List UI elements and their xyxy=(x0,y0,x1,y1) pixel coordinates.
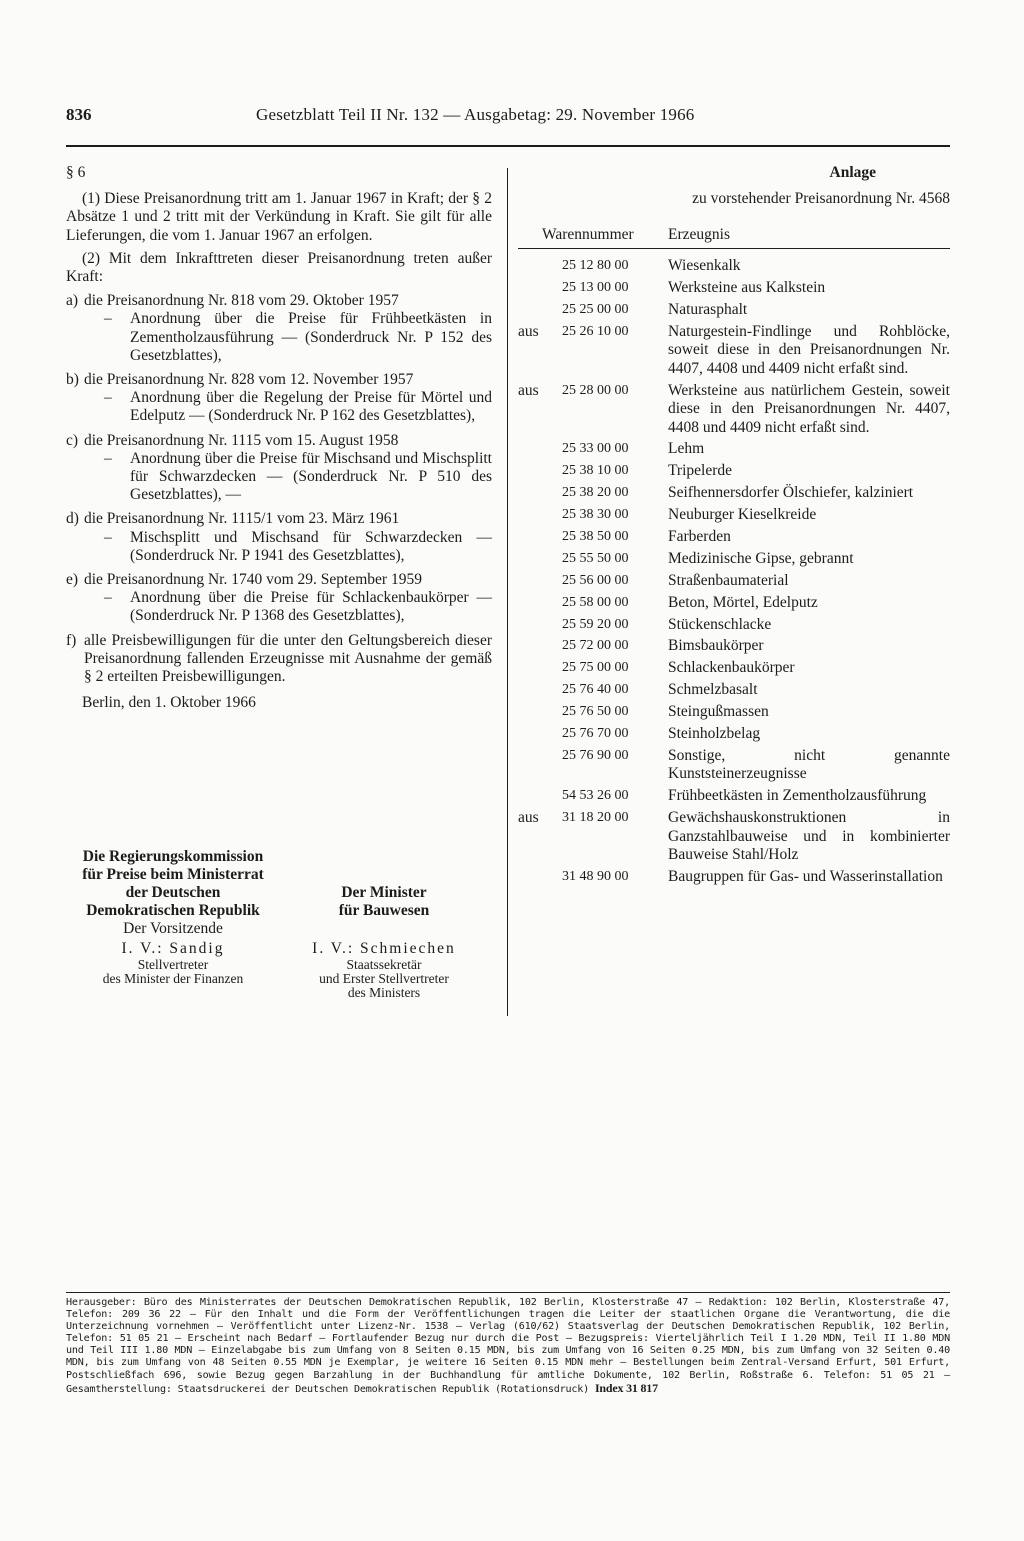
dash: – xyxy=(104,449,112,467)
item-label: a) xyxy=(66,292,79,310)
item-text: die Preisanordnung Nr. 818 vom 29. Oktober 1957 xyxy=(84,292,399,310)
authority-line: Demokratischen Republik xyxy=(86,902,260,919)
signatory-name: I. V.: Sandig xyxy=(121,940,225,957)
goods-number: 25 26 10 00 xyxy=(562,323,629,339)
ex-marker xyxy=(518,279,562,298)
ex-marker xyxy=(518,681,562,700)
product-name: Stückenschlacke xyxy=(668,615,772,633)
table-row xyxy=(518,528,950,547)
item-label: f) xyxy=(66,631,77,649)
place-date: Berlin, den 1. Oktober 1966 xyxy=(82,694,256,712)
ex-marker xyxy=(518,659,562,678)
product-name: Wiesenkalk xyxy=(668,257,741,274)
list-item xyxy=(66,632,492,687)
table-row xyxy=(518,301,950,320)
sub-item-text: Mischsplitt und Mischsand für Schwarzdecken — (Sonderdruck Nr. P 1941 des Gesetzblattes), xyxy=(130,528,492,564)
list-item xyxy=(66,510,492,528)
product-name: Medizinische Gipse, gebrannt xyxy=(668,549,854,567)
table-row xyxy=(518,703,950,722)
item-text: die Preisanordnung Nr. 1740 vom 29. September 1959 xyxy=(84,571,422,589)
table-row xyxy=(518,506,950,525)
authority-line: der Deutschen xyxy=(125,884,221,901)
product-name: Beton, Mörtel, Edelputz xyxy=(668,593,818,611)
goods-number: 25 38 30 00 xyxy=(562,507,629,523)
authority-line: Die Regierungskommission xyxy=(82,848,264,865)
left-column xyxy=(66,164,492,712)
table-row xyxy=(518,637,950,656)
list-item xyxy=(66,292,492,310)
index-number: Index 31 817 xyxy=(594,1380,658,1395)
publisher-imprint xyxy=(66,1297,950,1396)
table-row xyxy=(518,616,950,635)
product-name: Baugruppen für Gas- und Wasserinstallation xyxy=(668,868,943,886)
column-divider xyxy=(507,168,508,1016)
ex-marker xyxy=(518,484,562,503)
ex-marker xyxy=(518,747,562,784)
goods-number: 25 76 50 00 xyxy=(562,704,629,720)
authority-line: für Preise beim Ministerrat xyxy=(82,866,264,883)
signatory-name: I. V.: Schmiechen xyxy=(312,940,456,957)
product-name: Sonstige, nicht genannte Kunststeinerzeugnisse xyxy=(668,746,950,783)
goods-number: 25 76 70 00 xyxy=(562,726,629,742)
product-name: Naturasphalt xyxy=(668,300,748,318)
sub-item-text: Anordnung über die Preise für Frühbeetkästen in Zementholzausführung — (Sonderdruck Nr. P 152 des Gesetzblattes), xyxy=(130,310,492,364)
sub-item-text: Anordnung über die Preise für Schlackenbaukörper — (Sonderdruck Nr. P 1368 des Gesetzblattes), xyxy=(130,589,492,625)
goods-number: 25 38 10 00 xyxy=(562,463,629,479)
sub-item xyxy=(104,310,492,365)
authority-line: Der Minister xyxy=(341,884,427,901)
table-row xyxy=(518,257,950,276)
ex-marker xyxy=(518,301,562,320)
table-row xyxy=(518,681,950,700)
paragraph-2: (2) Mit dem Inkrafttreten dieser Preisanordnung treten außer Kraft: xyxy=(66,249,492,286)
ex-marker xyxy=(518,725,562,744)
table-row xyxy=(518,484,950,503)
signatory-title: und Erster Stellvertreter xyxy=(319,971,449,986)
product-name: Frühbeetkästen in Zementholzausführung xyxy=(668,787,927,805)
goods-number: 25 12 80 00 xyxy=(562,258,629,273)
signatory-title: des Minister der Finanzen xyxy=(102,971,244,986)
table-row xyxy=(518,725,950,744)
product-table xyxy=(518,257,950,887)
list-item xyxy=(66,371,492,389)
goods-number: 25 72 00 00 xyxy=(562,638,629,654)
product-name: Schlackenbaukörper xyxy=(668,659,795,677)
table-row xyxy=(518,809,950,865)
anlage-title: Anlage xyxy=(829,164,876,181)
goods-number: 25 59 20 00 xyxy=(562,616,629,632)
item-text: die Preisanordnung Nr. 1115 vom 15. August 1958 xyxy=(84,431,399,449)
table-row xyxy=(518,550,950,569)
paragraph-1: (1) Diese Preisanordnung tritt am 1. Januar 1967 in Kraft; der § 2 Absätze 1 und 2 tritt mit der Verkündung in Kraft. Sie gilt für alle Lieferungen, die vom 1. Januar 1967 an erfolgen. xyxy=(66,190,492,244)
ex-marker xyxy=(518,787,562,806)
list-item xyxy=(66,571,492,589)
table-row xyxy=(518,279,950,298)
product-name: Gewächshauskonstruktionen in Ganzstahlbauweise und in kombinierter Bauweise Stahl/Holz xyxy=(668,809,950,864)
signatory-role: Der Vorsitzende xyxy=(123,920,223,937)
section-heading: § 6 xyxy=(66,164,86,181)
footer-rule xyxy=(66,1292,950,1293)
sub-item xyxy=(104,529,492,565)
goods-number: 25 58 00 00 xyxy=(562,594,629,610)
product-name: Straßenbaumaterial xyxy=(668,571,789,589)
ex-marker: aus xyxy=(518,381,539,399)
column-header-number: Warennummer xyxy=(542,226,634,243)
ex-marker xyxy=(518,257,562,276)
ex-marker xyxy=(518,528,562,547)
ex-marker xyxy=(518,616,562,635)
sub-item xyxy=(104,450,492,505)
goods-number: 25 38 20 00 xyxy=(562,485,629,501)
ex-marker xyxy=(518,572,562,591)
product-name: Steinholzbelag xyxy=(668,725,761,743)
ex-marker xyxy=(518,506,562,525)
imprint-text: Herausgeber: Büro des Ministerrates der Deutschen Demokratischen Republik, 102 Berlin, Klosterstraße 47 – Redaktion: 102 Berlin, Klosterstraße 47, Telefon: 209 36 22 – Für den Inhalt und die Form der Veröffentlichungen tragen die Leiter der staatlichen Organe die Verantwortung, die die Unterzeichnung vornehmen – Veröffentlicht unter Lizenz-Nr. 1538 – Verlag (610/62) Staatsverlag der Deutschen Demokratischen Republik, 102 Berlin, Telefon: 51 05 21 – Erscheint nach Bedarf – Fortlaufender Bezug nur durch die Post – Bezugspreis: Vierteljährlich Teil I 1.20 MDN, Teil II 1.80 MDN und Teil III 1.80 MDN – Einzelabgabe bis zum Umfang von 8 Seiten 0.15 MDN, bis zum Umfang von 16 Seiten 0.25 MDN, bis zum Umfang von 32 Seiten 0.40 MDN, bis zum Umfang von 48 Seiten 0.55 MDN je Exemplar, je weitere 16 Seiten 0.15 MDN mehr – Bestellungen beim Zentral-Versand Erfurt, 501 Erfurt, Postschließfach 696, sowie Bezug gegen Barzahlung in der Buchhandlung für amtliche Dokumente, 102 Berlin, Roßstraße 6. Telefon: 51 05 21 – Gesamtherstellung: Staatsdruckerei der Deutschen Demokratischen Republik (Rotationsdruck) xyxy=(66,1297,950,1395)
item-text: die Preisanordnung Nr. 1115/1 vom 23. März 1961 xyxy=(84,510,400,528)
signatory-title: des Ministers xyxy=(347,985,421,1000)
gazette-title: Gesetzblatt Teil II Nr. 132 — Ausgabetag: 29. November 1966 xyxy=(256,105,695,124)
product-name: Werksteine aus natürlichem Gestein, soweit diese in den Preisanordnungen Nr. 4407, 4408 und 4409 nicht erfaßt sind. xyxy=(668,381,950,436)
table-row xyxy=(518,462,950,481)
goods-number: 25 38 50 00 xyxy=(562,529,629,545)
goods-number: 25 55 50 00 xyxy=(562,550,629,566)
ex-marker: aus xyxy=(518,809,539,827)
goods-number: 25 76 40 00 xyxy=(562,682,629,698)
goods-number: 25 13 00 00 xyxy=(562,279,629,295)
ex-marker xyxy=(518,462,562,481)
dash: – xyxy=(104,310,112,328)
anlage-subtitle: zu vorstehender Preisanordnung Nr. 4568 xyxy=(692,190,950,207)
product-name: Seifhennersdorfer Ölschiefer, kalziniert xyxy=(668,484,914,502)
goods-number: 25 76 90 00 xyxy=(562,747,629,763)
product-name: Werksteine aus Kalkstein xyxy=(668,278,826,296)
ex-marker xyxy=(518,868,562,887)
anlage-column xyxy=(518,164,950,890)
item-label: b) xyxy=(66,371,79,389)
dash: – xyxy=(104,528,112,546)
sub-item xyxy=(104,389,492,425)
table-row xyxy=(518,572,950,591)
ex-marker xyxy=(518,440,562,459)
product-name: Bimsbaukörper xyxy=(668,637,764,655)
table-header xyxy=(518,226,950,248)
header-rule xyxy=(66,145,950,147)
table-row xyxy=(518,747,950,784)
goods-number: 25 75 00 00 xyxy=(562,660,629,676)
ex-marker xyxy=(518,637,562,656)
item-label: d) xyxy=(66,510,79,528)
table-row xyxy=(518,440,950,459)
sub-item xyxy=(104,589,492,625)
page-number: 836 xyxy=(66,105,92,124)
signatory-title: Staatssekretär xyxy=(346,957,422,972)
product-name: Naturgestein-Findlinge und Rohblöcke, soweit diese in den Preisanordnungen Nr. 4407, 4408 und 4409 nicht erfaßt sind. xyxy=(668,322,950,377)
goods-number: 25 56 00 00 xyxy=(562,572,629,588)
table-row xyxy=(518,594,950,613)
product-name: Neuburger Kieselkreide xyxy=(668,506,817,524)
product-name: Tripelerde xyxy=(668,462,732,480)
product-name: Lehm xyxy=(668,440,705,458)
table-rule xyxy=(518,248,950,249)
signature-left xyxy=(66,848,280,986)
product-name: Farberden xyxy=(668,528,731,546)
item-label: e) xyxy=(66,571,79,589)
goods-number: 31 48 90 00 xyxy=(562,869,629,885)
ex-marker xyxy=(518,703,562,722)
column-header-product: Erzeugnis xyxy=(668,226,730,243)
list-item xyxy=(66,432,492,450)
signature-right xyxy=(284,884,484,1000)
table-row xyxy=(518,382,950,438)
product-name: Steingußmassen xyxy=(668,703,769,721)
table-row xyxy=(518,787,950,806)
ex-marker xyxy=(518,550,562,569)
table-row xyxy=(518,659,950,678)
item-text: die Preisanordnung Nr. 828 vom 12. November 1957 xyxy=(84,371,414,389)
goods-number: 25 25 00 00 xyxy=(562,301,629,317)
product-name: Schmelzbasalt xyxy=(668,681,758,699)
goods-number: 25 28 00 00 xyxy=(562,382,629,398)
ex-marker: aus xyxy=(518,322,539,340)
authority-line: für Bauwesen xyxy=(338,902,430,919)
table-row xyxy=(518,323,950,379)
table-row xyxy=(518,868,950,887)
sub-item-text: Anordnung über die Regelung der Preise für Mörtel und Edelputz — (Sonderdruck Nr. P 162 des Gesetzblattes), xyxy=(130,389,492,425)
goods-number: 31 18 20 00 xyxy=(562,810,629,826)
goods-number: 54 53 26 00 xyxy=(562,788,629,804)
ex-marker xyxy=(518,594,562,613)
dash: – xyxy=(104,589,112,607)
signatory-title: Stellvertreter xyxy=(137,957,209,972)
page-header xyxy=(66,105,950,131)
item-label: c) xyxy=(66,431,79,449)
item-text: alle Preisbewilligungen für die unter den Geltungsbereich dieser Preisanordnung fallenden Erzeugnisse mit Ausnahme der gemäß § 2 erteilten Preisbewilligungen. xyxy=(84,631,492,686)
goods-number: 25 33 00 00 xyxy=(562,441,629,457)
sub-item-text: Anordnung über die Preise für Mischsand und Mischsplitt für Schwarzdecken — (Sonderdruck Nr. P 510 des Gesetzblattes), — xyxy=(130,449,492,504)
dash: – xyxy=(104,389,112,407)
